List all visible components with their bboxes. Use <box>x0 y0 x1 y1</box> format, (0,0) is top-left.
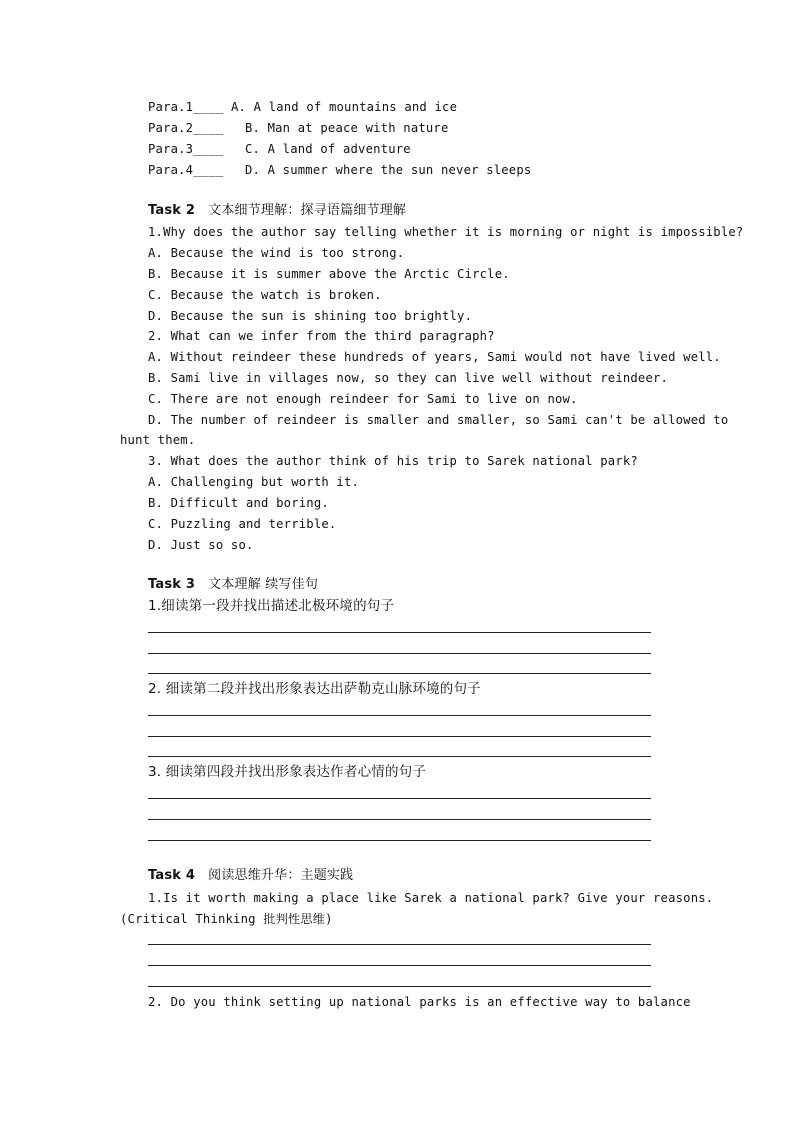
matching-option-d: D. A summer where the sun never sleeps <box>245 163 532 177</box>
task3-q2: 2. 细读第二段并找出形象表达出萨勒克山脉环境的句子 <box>148 681 481 697</box>
matching-para-1: Para.1____ <box>148 100 224 114</box>
task2-q1-option-c: C. Because the watch is broken. <box>148 288 382 302</box>
answer-line[interactable] <box>148 944 651 945</box>
task4-heading <box>148 867 353 885</box>
matching-para-3: Para.3____ <box>148 142 224 156</box>
answer-line[interactable] <box>148 819 651 820</box>
answer-line[interactable] <box>148 965 651 966</box>
answer-line[interactable] <box>148 736 651 737</box>
task2-q2-option-c: C. There are not enough reindeer for Sami to live on now. <box>148 392 578 406</box>
matching-option-a: A. A land of mountains and ice <box>231 100 458 114</box>
task2-q2-option-d: D. The number of reindeer is smaller and smaller, so Sami can't be allowed to <box>148 413 729 427</box>
task2-q2-option-a: A. Without reindeer these hundreds of years, Sami would not have lived well. <box>148 350 721 364</box>
task2-label: Task 2 <box>148 203 196 218</box>
task2-heading <box>148 202 406 220</box>
task2-q3-option-b: B. Difficult and boring. <box>148 496 329 510</box>
matching-para-2: Para.2____ <box>148 121 224 135</box>
task3-title: 文本理解 续写佳句 <box>208 577 319 592</box>
answer-line[interactable] <box>148 715 651 716</box>
task2-q3-option-c: C. Puzzling and terrible. <box>148 517 337 531</box>
answer-line[interactable] <box>148 673 651 674</box>
task2-q2-option-d-cont: hunt them. <box>120 433 196 447</box>
task2-q3-option-d: D. Just so so. <box>148 538 254 552</box>
task4-title: 阅读思维升华：主题实践 <box>208 868 354 883</box>
task4-q1-line2: (Critical Thinking 批判性思维) <box>120 912 333 926</box>
answer-line[interactable] <box>148 798 651 799</box>
task4-q1-line1: 1.Is it worth making a place like Sarek a national park? Give your reasons. <box>148 891 714 905</box>
task2-q1-option-a: A. Because the wind is too strong. <box>148 246 405 260</box>
answer-line[interactable] <box>148 840 651 841</box>
task3-label: Task 3 <box>148 577 196 592</box>
task4-label: Task 4 <box>148 868 196 883</box>
task2-q2-option-b: B. Sami live in villages now, so they can live well without reindeer. <box>148 371 669 385</box>
answer-line[interactable] <box>148 632 651 633</box>
task2-q1-option-d: D. Because the sun is shining too brightly. <box>148 309 473 323</box>
task2-q1-option-b: B. Because it is summer above the Arctic Circle. <box>148 267 510 281</box>
task2-title: 文本细节理解：探寻语篇细节理解 <box>208 203 407 218</box>
task2-q2-stem: 2. What can we infer from the third paragraph? <box>148 329 495 343</box>
task3-q1: 1.细读第一段并找出描述北极环境的句子 <box>148 598 395 614</box>
task2-q1-stem: 1.Why does the author say telling whether it is morning or night is impossible? <box>148 225 744 239</box>
answer-line[interactable] <box>148 756 651 757</box>
task3-q3: 3. 细读第四段并找出形象表达作者心情的句子 <box>148 764 427 780</box>
task4-q2-line1: 2. Do you think setting up national parks is an effective way to balance <box>148 995 691 1009</box>
task3-heading <box>148 576 318 594</box>
answer-line[interactable] <box>148 986 651 987</box>
answer-line[interactable] <box>148 653 651 654</box>
matching-option-c: C. A land of adventure <box>245 142 411 156</box>
matching-option-b: B. Man at peace with nature <box>245 121 449 135</box>
matching-para-4: Para.4____ <box>148 163 224 177</box>
task2-q3-stem: 3. What does the author think of his trip to Sarek national park? <box>148 454 638 468</box>
task2-q3-option-a: A. Challenging but worth it. <box>148 475 360 489</box>
